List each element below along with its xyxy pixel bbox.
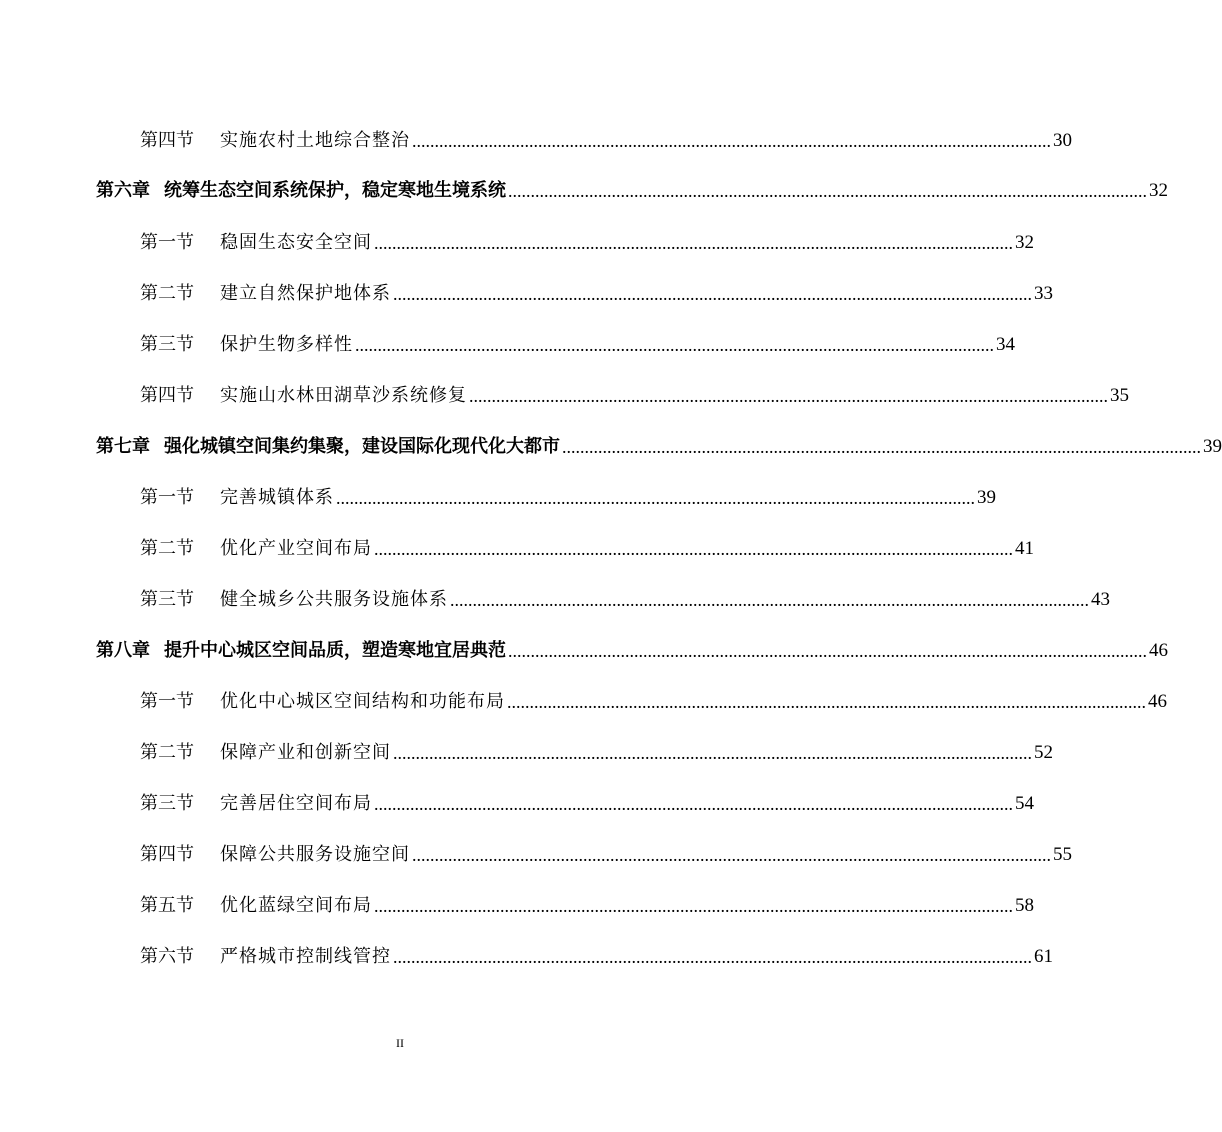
toc-entry-label: 第三节 bbox=[140, 334, 194, 355]
toc-entry-page: 61 bbox=[1034, 946, 1053, 967]
toc-entry-title: 优化产业空间布局 bbox=[220, 538, 372, 559]
toc-entry-title: 严格城市控制线管控 bbox=[220, 946, 391, 967]
toc-entry-page: 52 bbox=[1034, 742, 1053, 763]
toc-entry-title: 保护生物多样性 bbox=[220, 334, 353, 355]
toc-entry-title: 稳固生态安全空间 bbox=[220, 232, 372, 253]
toc-entry[interactable] bbox=[140, 734, 1053, 764]
dot-leader: .............................................................................................................................................. bbox=[393, 947, 1032, 967]
toc-entry-label: 第四节 bbox=[140, 844, 194, 865]
toc-entry-page: 55 bbox=[1053, 844, 1072, 865]
toc-entry[interactable] bbox=[140, 581, 1110, 611]
toc-entry[interactable] bbox=[140, 326, 1015, 356]
toc-entry-label: 第五节 bbox=[140, 895, 194, 916]
toc-entry-title: 完善居住空间布局 bbox=[220, 793, 372, 814]
dot-leader: .............................................................................................................................................. bbox=[450, 590, 1089, 610]
toc-entry-page: 41 bbox=[1015, 538, 1034, 559]
toc-entry-label: 第三节 bbox=[140, 589, 194, 610]
toc-entry[interactable] bbox=[140, 530, 1034, 560]
dot-leader: .............................................................................................................................................. bbox=[508, 181, 1147, 201]
toc-entry-label: 第一节 bbox=[140, 232, 194, 253]
toc-entry[interactable] bbox=[140, 785, 1034, 815]
dot-leader: .............................................................................................................................................. bbox=[374, 233, 1013, 253]
dot-leader: .............................................................................................................................................. bbox=[393, 284, 1032, 304]
toc-entry-chapter[interactable] bbox=[96, 632, 1168, 662]
toc-entry-page: 35 bbox=[1110, 385, 1129, 406]
toc-entry-page: 39 bbox=[1203, 436, 1222, 457]
toc-entry-title: 强化城镇空间集约集聚，建设国际化现代化大都市 bbox=[164, 436, 560, 457]
toc-entry[interactable] bbox=[140, 275, 1053, 305]
dot-leader: .............................................................................................................................................. bbox=[412, 845, 1051, 865]
toc-entry-label: 第一节 bbox=[140, 691, 194, 712]
toc-entry[interactable] bbox=[140, 683, 1167, 713]
toc-entry-title: 实施农村土地综合整治 bbox=[220, 130, 410, 151]
dot-leader: .............................................................................................................................................. bbox=[374, 539, 1013, 559]
dot-leader: .............................................................................................................................................. bbox=[393, 743, 1032, 763]
toc-entry-label: 第六节 bbox=[140, 946, 194, 967]
toc-entry-page: 43 bbox=[1091, 589, 1110, 610]
dot-leader: .............................................................................................................................................. bbox=[412, 131, 1051, 151]
toc-entry-page: 39 bbox=[977, 487, 996, 508]
toc-entry-page: 33 bbox=[1034, 283, 1053, 304]
dot-leader: .............................................................................................................................................. bbox=[507, 692, 1146, 712]
toc-entry[interactable] bbox=[140, 836, 1072, 866]
toc-entry-title: 提升中心城区空间品质，塑造寒地宜居典范 bbox=[164, 640, 506, 661]
toc-entry-label: 第二节 bbox=[140, 283, 194, 304]
toc-entry-label: 第八章 bbox=[96, 640, 150, 661]
footer-page-number: II bbox=[396, 1036, 404, 1050]
toc-entry[interactable] bbox=[140, 479, 996, 509]
toc-entry-label: 第二节 bbox=[140, 742, 194, 763]
toc-entry-page: 32 bbox=[1015, 232, 1034, 253]
toc-entry-page: 46 bbox=[1149, 640, 1168, 661]
toc-entry-title: 建立自然保护地体系 bbox=[220, 283, 391, 304]
toc-entry-title: 完善城镇体系 bbox=[220, 487, 334, 508]
dot-leader: .............................................................................................................................................. bbox=[336, 488, 975, 508]
toc-entry[interactable] bbox=[140, 938, 1053, 968]
toc-entry-page: 30 bbox=[1053, 130, 1072, 151]
dot-leader: .............................................................................................................................................. bbox=[374, 896, 1013, 916]
toc-entry[interactable] bbox=[140, 224, 1034, 254]
toc-entry-page: 32 bbox=[1149, 180, 1168, 201]
toc-entry-title: 优化中心城区空间结构和功能布局 bbox=[220, 691, 505, 712]
toc-entry-title: 保障产业和创新空间 bbox=[220, 742, 391, 763]
toc-entry-label: 第六章 bbox=[96, 180, 150, 201]
toc-entry-title: 实施山水林田湖草沙系统修复 bbox=[220, 385, 467, 406]
dot-leader: .............................................................................................................................................. bbox=[469, 386, 1108, 406]
toc-entry-title: 保障公共服务设施空间 bbox=[220, 844, 410, 865]
toc-entry-chapter[interactable] bbox=[96, 428, 1222, 458]
toc-entry[interactable] bbox=[140, 887, 1034, 917]
toc-entry[interactable] bbox=[140, 122, 1072, 152]
toc-entry-label: 第一节 bbox=[140, 487, 194, 508]
toc-entry-chapter[interactable] bbox=[96, 172, 1168, 202]
toc-entry-title: 统筹生态空间系统保护，稳定寒地生境系统 bbox=[164, 180, 506, 201]
dot-leader: .............................................................................................................................................. bbox=[355, 335, 994, 355]
dot-leader: .............................................................................................................................................. bbox=[374, 794, 1013, 814]
toc-entry-label: 第四节 bbox=[140, 385, 194, 406]
toc-entry-label: 第三节 bbox=[140, 793, 194, 814]
toc-entry-title: 优化蓝绿空间布局 bbox=[220, 895, 372, 916]
toc-entry-page: 54 bbox=[1015, 793, 1034, 814]
dot-leader: .............................................................................................................................................. bbox=[508, 641, 1147, 661]
toc-entry-page: 34 bbox=[996, 334, 1015, 355]
toc-entry[interactable] bbox=[140, 377, 1129, 407]
toc-entry-label: 第二节 bbox=[140, 538, 194, 559]
toc-entry-title: 健全城乡公共服务设施体系 bbox=[220, 589, 448, 610]
toc-entry-label: 第四节 bbox=[140, 130, 194, 151]
toc-entry-page: 58 bbox=[1015, 895, 1034, 916]
toc-entry-page: 46 bbox=[1148, 691, 1167, 712]
dot-leader: .............................................................................................................................................. bbox=[562, 437, 1201, 457]
toc-entry-label: 第七章 bbox=[96, 436, 150, 457]
